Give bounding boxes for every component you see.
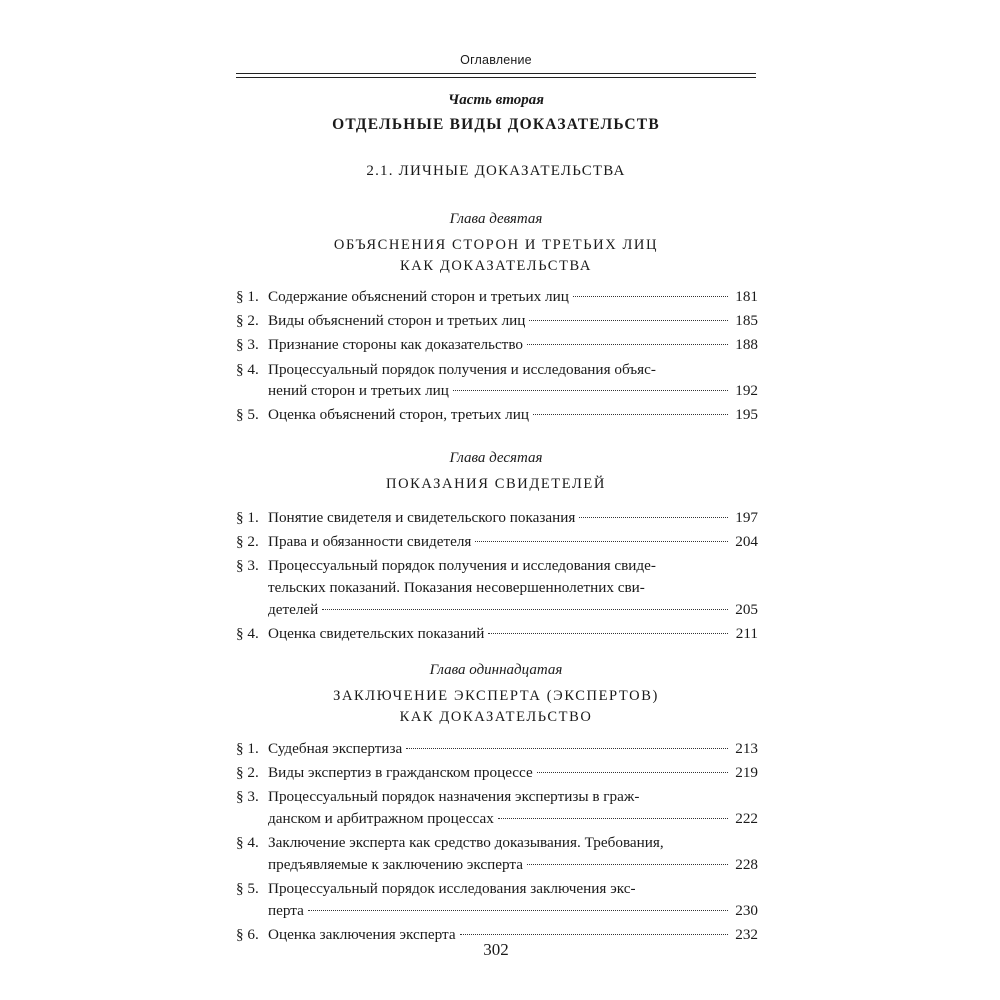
toc-entry[interactable] [236, 359, 758, 402]
part-label: Часть вторая [447, 92, 545, 108]
running-head: Оглавление [460, 53, 532, 67]
page-number: 185 [735, 312, 758, 330]
leader-dots [460, 933, 728, 935]
entry-title: Понятие свидетеля и свидетельского показания [268, 509, 576, 526]
entry-number: § 6. [236, 925, 259, 943]
toc-list [236, 286, 758, 429]
entry-number: § 3. [236, 336, 259, 354]
page-folio: 302 [483, 940, 509, 959]
entry-title-line: предъявляемые к заключению эксперта [268, 855, 523, 873]
toc-list [236, 507, 758, 647]
part-title: ОТДЕЛЬНЫЕ ВИДЫ ДОКАЗАТЕЛЬСТВ [332, 116, 660, 133]
toc-entry[interactable] [236, 738, 758, 760]
entry-number: § 3. [236, 788, 259, 806]
chapter-title-line: ПОКАЗАНИЯ СВИДЕТЕЛЕЙ [386, 476, 606, 492]
toc-entry[interactable] [236, 310, 758, 332]
leader-dots [533, 413, 728, 415]
page-number: 213 [735, 740, 758, 757]
leader-dots [527, 343, 728, 345]
entry-title: Содержание объяснений сторон и третьих лиц [268, 288, 569, 305]
entry-title-line: Процессуальный порядок получения и исследования объяс- [268, 360, 656, 378]
entry-number: § 3. [236, 557, 259, 575]
section-title: 2.1. ЛИЧНЫЕ ДОКАЗАТЕЛЬСТВА [366, 163, 626, 179]
chapter-label: Глава десятая [449, 450, 543, 466]
header-rule-thick [236, 73, 756, 74]
toc-entry[interactable] [236, 832, 758, 875]
entry-title-line: перта [268, 901, 304, 919]
leader-dots [529, 319, 728, 321]
chapter-title [236, 474, 756, 495]
page-number: 211 [735, 624, 758, 642]
page-number: 232 [735, 925, 758, 943]
entry-title-line: Процессуальный порядок исследования заключения экс- [268, 879, 636, 897]
toc-entry[interactable] [236, 531, 758, 553]
entry-title-line: данском и арбитражном процессах [268, 809, 494, 827]
entry-title: Оценка свидетельских показаний [268, 624, 485, 642]
entry-number: § 1. [236, 288, 259, 305]
entry-number: § 1. [236, 740, 259, 757]
page-number: 195 [735, 406, 758, 424]
page-number: 228 [735, 855, 758, 873]
page-number: 222 [735, 809, 758, 827]
toc-entry[interactable] [236, 878, 758, 921]
chapter-title [236, 235, 756, 277]
entry-title-line: нений сторон и третьих лиц [268, 382, 449, 400]
leader-dots [537, 771, 728, 773]
leader-dots [308, 909, 728, 911]
entry-title-line: детелей [268, 600, 319, 618]
chapter-title [236, 686, 756, 728]
page-number: 219 [735, 764, 758, 782]
entry-number: § 4. [236, 834, 259, 852]
chapter-label: Глава девятая [449, 211, 543, 227]
leader-dots [488, 632, 728, 634]
chapter-label: Глава одиннадцатая [429, 662, 563, 678]
leader-dots [322, 608, 728, 610]
page-number: 230 [735, 901, 758, 919]
leader-dots [498, 817, 728, 819]
chapter-title-line: КАК ДОКАЗАТЕЛЬСТВО [399, 709, 593, 725]
entry-title: Оценка заключения эксперта [268, 925, 456, 943]
page-number: 181 [735, 288, 758, 305]
page-number: 205 [735, 600, 758, 618]
entry-title-line: тельских показаний. Показания несовершеннолетних сви- [268, 578, 645, 596]
toc-entry[interactable] [236, 286, 758, 308]
toc-entry[interactable] [236, 623, 758, 645]
entry-number: § 5. [236, 879, 259, 897]
toc-entry[interactable] [236, 404, 758, 426]
entry-title: Судебная экспертиза [268, 740, 403, 757]
entry-number: § 5. [236, 406, 259, 424]
entry-number: § 4. [236, 360, 259, 378]
entry-number: § 4. [236, 624, 259, 642]
chapter-title-line: ЗАКЛЮЧЕНИЕ ЭКСПЕРТА (ЭКСПЕРТОВ) [333, 688, 659, 704]
page-number: 188 [735, 336, 758, 354]
chapter-title-line: ОБЪЯСНЕНИЯ СТОРОН И ТРЕТЬИХ ЛИЦ [333, 237, 659, 253]
header-rule-thin [236, 77, 756, 78]
entry-title: Виды объяснений сторон и третьих лиц [268, 312, 526, 330]
leader-dots [527, 863, 728, 865]
entry-number: § 2. [236, 312, 259, 330]
page-number: 192 [735, 382, 758, 400]
leader-dots [573, 295, 728, 297]
leader-dots [406, 747, 728, 749]
entry-title: Признание стороны как доказательство [268, 336, 523, 354]
entry-title-line: Процессуальный порядок получения и исследования свиде- [268, 557, 656, 575]
toc-entry[interactable] [236, 555, 758, 620]
toc-entry[interactable] [236, 507, 758, 529]
toc-entry[interactable] [236, 762, 758, 784]
leader-dots [475, 540, 728, 542]
entry-title: Виды экспертиз в гражданском процессе [268, 764, 533, 782]
leader-dots [579, 516, 728, 518]
entry-title: Оценка объяснений сторон, третьих лиц [268, 406, 529, 424]
entry-title-line: Процессуальный порядок назначения экспертизы в граж- [268, 788, 640, 806]
entry-number: § 1. [236, 509, 259, 526]
entry-title-line: Заключение эксперта как средство доказывания. Требования, [268, 834, 664, 852]
toc-entry[interactable] [236, 786, 758, 829]
entry-number: § 2. [236, 533, 259, 551]
toc-entry[interactable] [236, 334, 758, 356]
entry-title: Права и обязанности свидетеля [268, 533, 472, 551]
entry-number: § 2. [236, 764, 259, 782]
page-number: 204 [735, 533, 758, 551]
leader-dots [453, 389, 728, 391]
chapter-title-line: КАК ДОКАЗАТЕЛЬСТВА [400, 258, 592, 274]
page-number: 197 [735, 509, 758, 526]
toc-list [236, 738, 758, 948]
